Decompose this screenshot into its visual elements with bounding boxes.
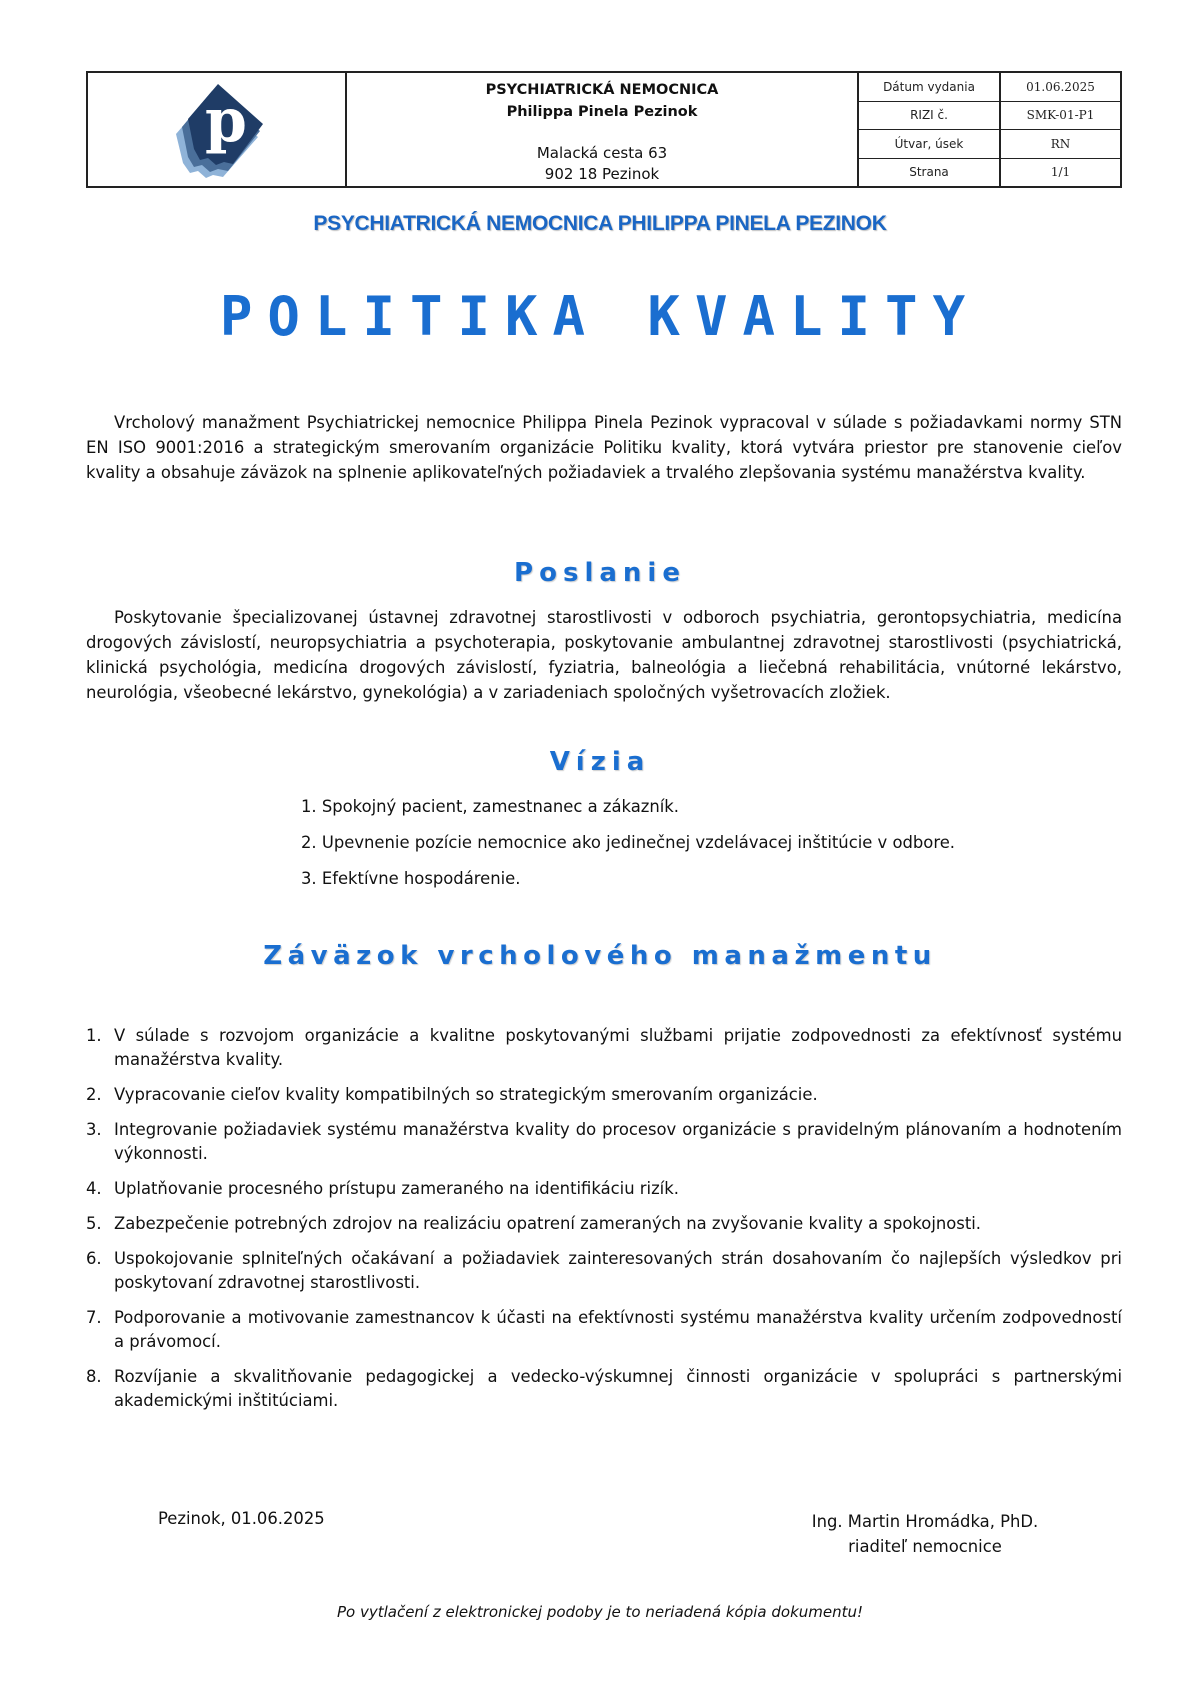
document-header-table [86, 71, 1122, 188]
vision-list [301, 794, 955, 902]
commitment-item: 1. V súlade s rozvojom organizácie a kvalitne poskytovanými službami prijatie zodpovednosti za efektívnosť systému manažérstva kvality. [86, 1026, 1122, 1069]
commitment-list [86, 1024, 1122, 1424]
commitment-item: 2. Vypracovanie cieľov kvality kompatibilných so strategickým smerovaním organizácie. [86, 1085, 818, 1104]
organization-address: Malacká cesta 63 902 18 Pezinok [536, 144, 668, 183]
organization-name: PSYCHIATRICKÁ NEMOCNICA Philippa Pinela Pezinok [485, 82, 719, 120]
commitment-item: 4. Uplatňovanie procesného prístupu zameraného na identifikáciu rizík. [86, 1179, 679, 1198]
logo-cell [88, 73, 347, 186]
footer-disclaimer: Po vytlačení z elektronickej podoby je to neriadená kópia dokumentu! [336, 1603, 864, 1621]
vision-item: 2. Upevnenie pozície nemocnice ako jedinečnej vzdelávacej inštitúcie v odbore. [301, 833, 956, 852]
meta-row-rizi: RIZI č. SMK-01-P1 [859, 102, 1120, 131]
organization-title: PSYCHIATRICKÁ NEMOCNICA PHILIPPA PINELA PEZINOK [313, 212, 887, 235]
signatory-name: Ing. Martin Hromádka, PhD. [811, 1512, 1039, 1531]
page-title: POLITIKA KVALITY [219, 285, 981, 348]
intro-paragraph: Vrcholový manažment Psychiatrickej nemocnice Philippa Pinela Pezinok vypracoval v súlade s požiadavkami normy STN EN ISO 9001:2016 a strategickým smerovaním organizácie Politiku kvality, ktorá vytvára priestor pre stanovenie cieľov kvality a obsahuje záväzok na splnenie aplikovateľných požiadaviek a trvalého zlepšovania systému manažérstva kvality. [86, 413, 1122, 482]
commitment-item: 3. Integrovanie požiadaviek systému manažérstva kvality do procesov organizácie s pravidelným plánovaním a hodnotením výkonnosti. [86, 1120, 1122, 1163]
signatory [780, 1509, 1070, 1559]
vision-item: 1. Spokojný pacient, zamestnanec a zákazník. [301, 797, 679, 816]
document-meta [859, 73, 1120, 186]
commitment-item: 8. Rozvíjanie a skvalitňovanie pedagogickej a vedecko-výskumnej činnosti organizácie v spolupráci s partnerskými akademickými inštitúciami. [86, 1367, 1122, 1410]
meta-row-issue-date: Dátum vydania 01.06.2025 [859, 73, 1120, 102]
mission-paragraph: Poskytovanie špecializovanej ústavnej zdravotnej starostlivosti v odboroch psychiatria, gerontopsychiatria, medicína drogových závislostí, neuropsychiatria a psychoterapia, poskytovanie ambulantnej zdravotnej starostlivosti (psychiatrická, klinická psychológia, medicína drogových závislostí, fyziatria, balneológia a liečebná rehabilitácia, vnútorné lekárstvo, neurológia, všeobecné lekárstvo, gynekológia) a v zariadeniach spoločných vyšetrovacích zložiek. [86, 608, 1122, 702]
hospital-p-logo-icon [168, 79, 268, 179]
organization-cell [347, 73, 859, 186]
place-and-date: Pezinok, 01.06.2025 [158, 1509, 325, 1528]
meta-row-page: Strana 1/1 [859, 159, 1120, 187]
commitment-item: 5. Zabezpečenie potrebných zdrojov na realizáciu opatrení zameraných na zvyšovanie kvality a spokojnosti. [86, 1214, 982, 1233]
mission-heading: Poslanie [514, 558, 686, 588]
vision-item: 3. Efektívne hospodárenie. [301, 869, 521, 888]
signatory-role: riaditeľ nemocnice [848, 1537, 1002, 1556]
commitment-item: 7. Podporovanie a motivovanie zamestnancov k účasti na efektívnosti systému manažérstva kvality určením zodpovedností a právomocí. [86, 1308, 1122, 1351]
meta-row-department: Útvar, úsek RN [859, 130, 1120, 159]
commitment-item: 6. Uspokojovanie splniteľných očakávaní a požiadaviek zainteresovaných strán dosahovaním čo najlepších výsledkov pri poskytovaní zdravotnej starostlivosti. [86, 1249, 1122, 1292]
svg-text:p: p [205, 86, 247, 156]
commitment-heading: Záväzok vrcholového manažmentu [263, 941, 937, 971]
vision-heading: Vízia [549, 747, 651, 777]
